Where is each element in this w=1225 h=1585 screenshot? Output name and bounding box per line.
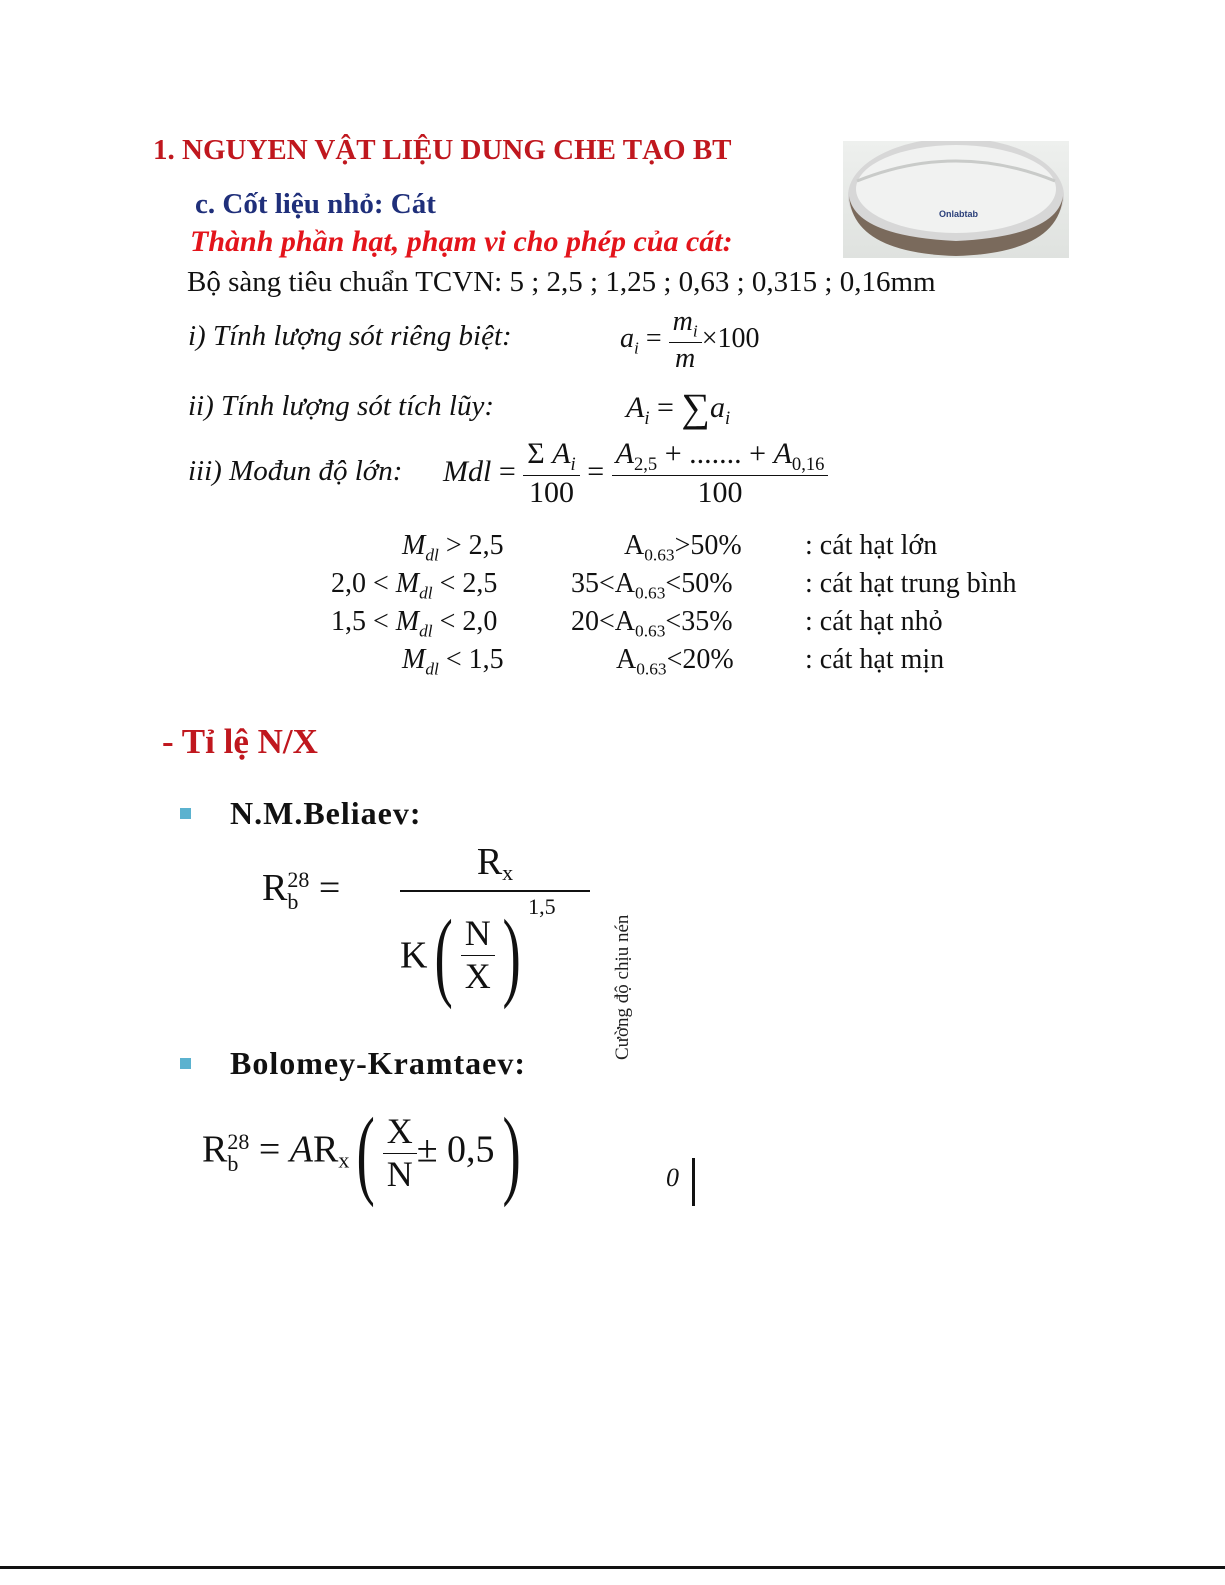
class-label-2: : cát hạt trung bình xyxy=(805,568,1017,599)
formula-mdl: Mdl = $\frac{\Sigma A_i}{100}$ = $\frac{A_{2,5} + ....... + A_{0,16}}{100}$ xyxy=(443,437,828,511)
bolomey-title: Bolomey-Kramtaev: xyxy=(230,1045,527,1081)
class-label-3: : cát hạt nhỏ xyxy=(805,606,943,637)
beliaev-fraction: Rx K( $\frac{N}{X}$ ) $^{1,5}$ xyxy=(400,840,590,1005)
photo-brand-label: Onlabtab xyxy=(939,209,979,219)
section-subheading: c. Cốt liệu nhỏ: Cát xyxy=(195,188,436,220)
grading-title: Thành phần hạt, phạm vi cho phép của cát: xyxy=(190,225,733,258)
sand-dish-illustration xyxy=(843,141,1069,258)
class-range-1: $M_{dl} > 2,5$ xyxy=(402,530,504,565)
class-range-4: $M_{dl} < 1,5$ xyxy=(402,644,504,679)
side-axis-line xyxy=(692,1158,695,1206)
class-a063-4: $A_{0.63}<20\%$ xyxy=(616,644,734,679)
side-axis-label: Cường độ chịu nén xyxy=(612,914,633,1060)
bullet-icon xyxy=(180,808,191,819)
page-heading: 1. NGUYEN VẬT LIỆU DUNG CHE TẠO BT xyxy=(153,134,732,166)
beliaev-lhs: R 28 b = xyxy=(262,867,341,915)
step-iii-label: iii) Mođun độ lớn: xyxy=(188,455,403,487)
class-range-3: $1,5 < M_{dl} < 2,0$ xyxy=(331,606,498,641)
step-ii-label: ii) Tính lượng sót tích lũy: xyxy=(188,390,494,422)
class-a063-3: $20<A_{0.63}<35\%$ xyxy=(571,606,733,641)
sand-dish-photo xyxy=(843,141,1069,258)
formula-Ai: $A_i = \sum a_i$ xyxy=(626,385,731,430)
side-axis-mark: 0 xyxy=(666,1163,679,1192)
bolomey-pm-term: ± 0,5 xyxy=(416,1128,495,1171)
class-range-2: $2,0 < M_{dl} < 2,5$ xyxy=(331,568,498,603)
class-label-4: : cát hạt mịn xyxy=(805,644,945,675)
bolomey-formula: R 28 b = ARx( $\frac{X}{N}$ ± 0,5) xyxy=(202,1097,521,1208)
ratio-heading: - Tỉ lệ N/X xyxy=(162,722,318,761)
beliaev-exponent: 1,5 xyxy=(528,894,556,919)
class-a063-2: $35<A_{0.63}<50\%$ xyxy=(571,568,733,603)
class-a063-1: $A_{0.63}>50\%$ xyxy=(624,530,742,565)
bullet-icon xyxy=(180,1058,191,1069)
sieve-standard-line: Bộ sàng tiêu chuẩn TCVN: 5 ; 2,5 ; 1,25 ; 0,63 ; 0,315 ; 0,16mm xyxy=(187,266,936,298)
formula-ai: $a_i$ = $\frac{m_i}{m}$ ×100 xyxy=(620,306,760,374)
class-label-1: : cát hạt lớn xyxy=(805,530,938,561)
page-bottom-rule xyxy=(0,1566,1225,1569)
beliaev-title: N.M.Beliaev: xyxy=(230,795,422,831)
step-i-label: i) Tính lượng sót riêng biệt: xyxy=(188,320,512,352)
